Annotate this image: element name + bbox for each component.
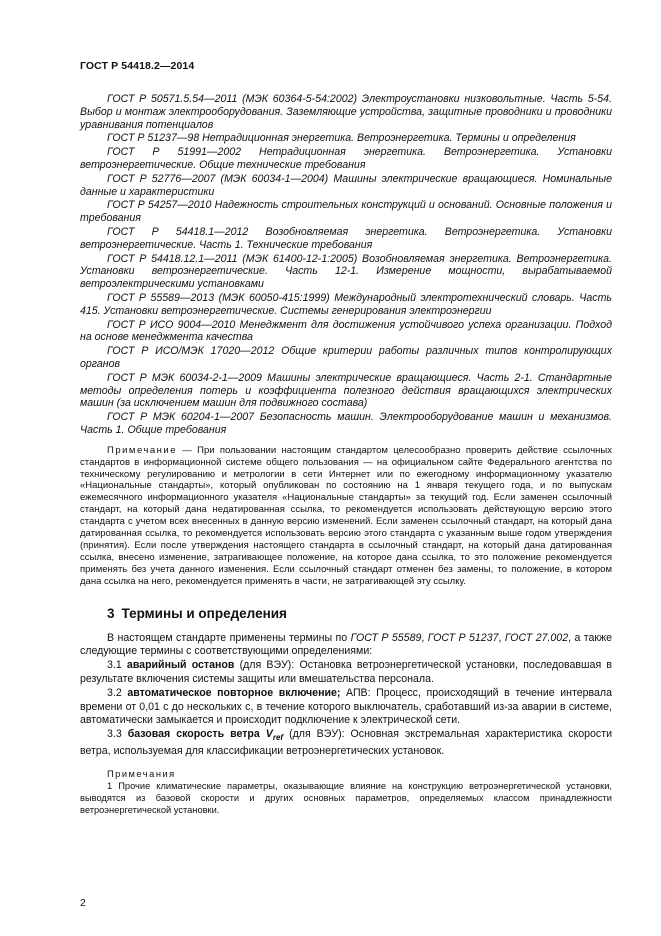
reference-item: ГОСТ Р 54418.12.1—2011 (МЭК 61400-12-1:2005) Возобновляемая энергетика. Ветроэнергетика. Установки ветроэнергетические. Часть 12-1. Измерение мощности, вырабатываемой ветроэлектрическими установками: [80, 252, 612, 291]
term-name: аварийный останов: [126, 659, 235, 672]
term-symbol-subscript: ref: [272, 733, 284, 743]
term-number: 3.1: [107, 659, 127, 672]
term-number: 3.2: [107, 687, 128, 700]
references-note: [80, 445, 612, 588]
reference-item: ГОСТ Р МЭК 60204-1—2007 Безопасность машин. Электрооборудование машин и механизмов. Часть 1. Общие требования: [80, 411, 612, 436]
reference-item: ГОСТ Р 54257—2010 Надежность строительных конструкций и оснований. Основные положения и требования: [80, 199, 612, 225]
term-number: 3.3: [107, 728, 128, 741]
reference-item: ГОСТ Р МЭК 60034-2-1—2009 Машины электрические вращающиеся. Часть 2-1. Стандартные методы определения потерь и коэффициента полезного действия вращающихся электрических машин (за исключением машин для подвижного состава): [80, 371, 612, 410]
notes-heading: Примечания: [107, 769, 176, 780]
reference-item: ГОСТ Р 50571.5.54—2011 (МЭК 60364-5-54:2002) Электроустановки низковольтные. Часть 5-54. Выбор и монтаж электрооборудования. Заземляющие устройства, защитные проводники и проводники уравнивания потенциалов: [80, 93, 612, 131]
intro-standard-link: ГОСТ Р 51237: [427, 631, 499, 644]
term-definition: (для ВЭУ): Остановка ветроэнергетической установки, последовавшая в результате включения системы защиты или вмешательства персонала.: [80, 659, 612, 685]
page-body: [80, 93, 612, 817]
reference-item: ГОСТ Р 54418.1—2012 Возобновляемая энергетика. Ветроэнергетика. Установки ветроэнергетические. Часть 1. Технические требования: [80, 225, 612, 251]
term-entry: [80, 687, 612, 727]
reference-item: ГОСТ Р ИСО 9004—2010 Менеджмент для достижения устойчивого успеха организации. Подход на основе менеджмента качества: [80, 318, 612, 344]
reference-item: ГОСТ Р ИСО/МЭК 17020—2012 Общие критерии работы различных типов контролирующих органов: [80, 345, 612, 370]
note-label: Примечание: [107, 444, 177, 456]
intro-separator: ,: [421, 631, 428, 644]
reference-item: ГОСТ Р 55589—2013 (МЭК 60050-415:1999) Международный электротехнический словарь. Часть 415. Установки ветроэнергетические. Системы генерирования электроэнергии: [80, 291, 612, 317]
note-item: 1 Прочие климатические параметры, оказывающие влияние на конструкцию ветроэнергетической установки, выводятся из базовой скорости и других основных параметров, определяемых классом принадлежности ветроэнергетической установки.: [80, 781, 612, 816]
intro-text: , а также следующие термины с соответствующими определениями:: [80, 631, 612, 657]
section-title: Термины и определения: [121, 605, 287, 621]
term-name: автоматическое повторное включение;: [127, 687, 341, 700]
term-symbol: V: [265, 728, 273, 741]
reference-item: ГОСТ Р 51237—98 Нетрадиционная энергетика. Ветроэнергетика. Термины и определения: [107, 132, 576, 145]
term-name: базовая скорость ветра: [127, 728, 266, 741]
section-intro: [80, 632, 612, 659]
section-number: 3: [107, 605, 115, 621]
reference-item: ГОСТ Р 52776—2007 (МЭК 60034-1—2004) Машины электрические вращающиеся. Номинальные данные и характеристики: [80, 172, 612, 198]
term-definition: АПВ: Процесс, происходящий в течение интервала времени от 0,01 с до нескольких с, в течение которого выключатель, сработавший из-за аварии в системе, автоматически замыкается и происходит подключение к электрической сети.: [80, 687, 613, 727]
term-entry: [80, 728, 612, 758]
section-heading: [107, 606, 612, 622]
intro-standard-link: ГОСТ Р 55589: [350, 631, 422, 644]
document-header: ГОСТ Р 54418.2—2014: [80, 60, 195, 72]
page-number: 2: [80, 897, 86, 909]
intro-standard-link: ГОСТ 27.002: [504, 631, 569, 644]
reference-item: ГОСТ Р 51991—2002 Нетрадиционная энергетика. Ветроэнергетика. Установки ветроэнергетические. Общие технические требования: [80, 146, 612, 171]
note-text: — При пользовании настоящим стандартом целесообразно проверить действие ссылочных стандартов в информационной системе общего пользования — на официальном сайте Федерального агентства по техническому регулированию и метрологии в сети Интернет или по ежегодному информационному указателю «Национальные стандарты», который опубликован по состоянию на 1 января текущего года, и по выпускам ежемесячного информационного указателя «Национальные стандарты» за текущий год. Если заменен ссылочный стандарт, на который дана недатированная ссылка, то рекомендуется использовать действующую версию этого стандарта с учетом всех внесенных в данную версию изменений. Если заменен ссылочный стандарт, на который дана датированная ссылка, то рекомендуется использовать версию этого стандарта с указанным выше годом утверждения (принятия). Если после утверждения настоящего стандарта в ссылочный стандарт, на который дана датированная ссылка, внесено изменение, затрагивающее положение, на которое дана ссылка, то это положение рекомендуется применять без учета данного изменения. Если ссылочный стандарт отменен без замены, то положение, в котором дана ссылка на него, рекомендуется применять в части, не затрагивающей эту ссылку.: [80, 444, 612, 587]
term-definition: (для ВЭУ): Основная экстремальная характеристика скорости ветра, используемая для классификации ветроэнергетических установок.: [80, 728, 612, 757]
intro-text: В настоящем стандарте применены термины по: [107, 631, 351, 644]
normative-references: [80, 93, 612, 437]
term-entry: [80, 659, 612, 686]
intro-separator: ,: [498, 631, 505, 644]
